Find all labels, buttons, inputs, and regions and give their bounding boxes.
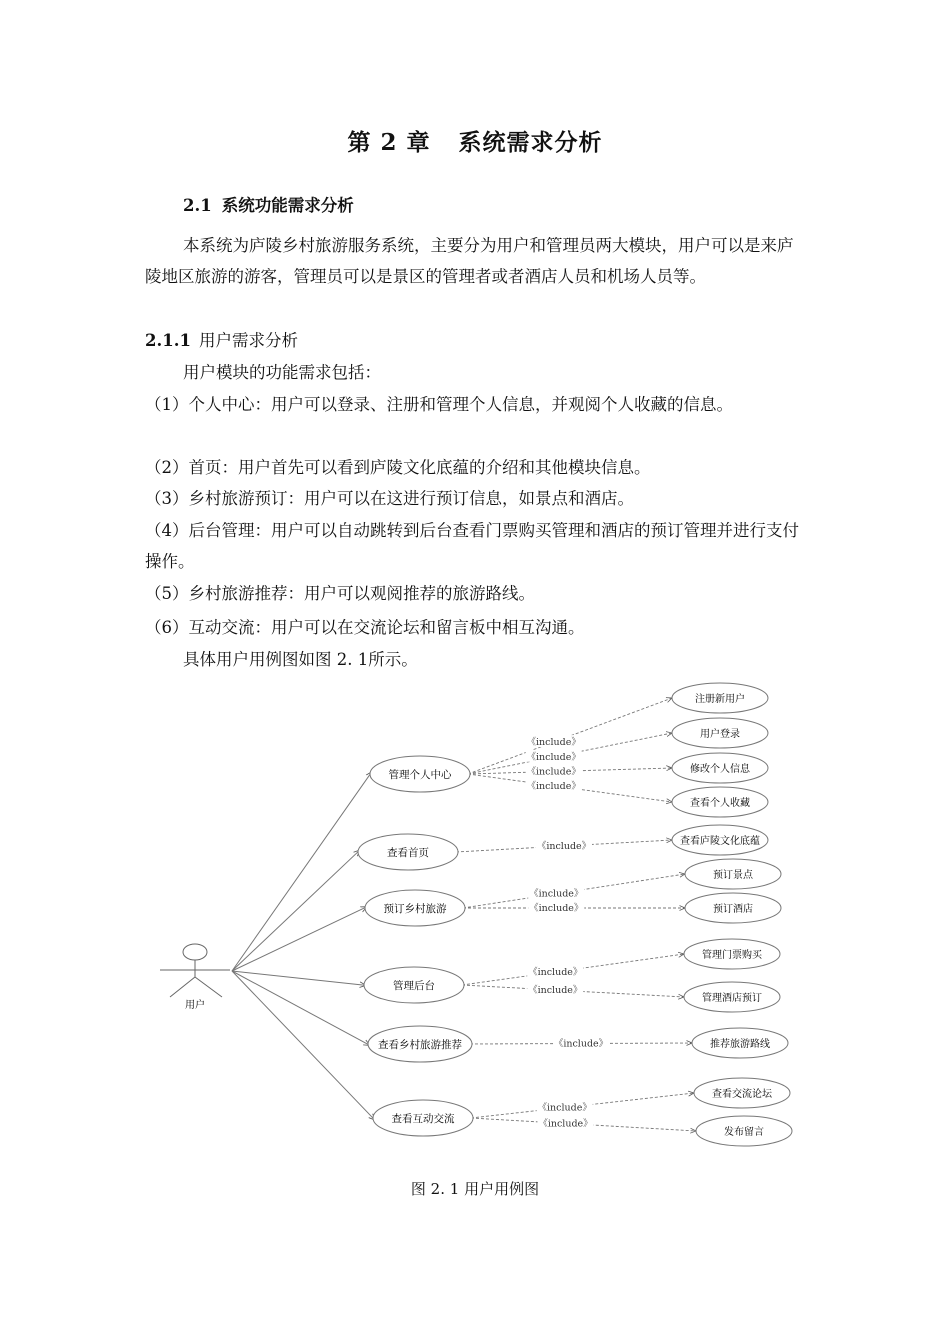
include-stereotype: 《include》 (553, 1038, 609, 1050)
section-title: 系统功能需求分析 (221, 196, 354, 215)
association-line (232, 971, 375, 1120)
requirement-item: （4）后台管理：用户可以自动跳转到后台查看门票购买管理和酒店的预订管理并进行支付操作。 (145, 521, 799, 571)
use-case-1 (370, 756, 470, 792)
subsection-number: 2.1.1 (145, 331, 191, 350)
intro-paragraph: 本系统为庐陵乡村旅游服务系统，主要分为用户和管理员两大模块，用户可以是来庐陵地区旅游的游客，管理员可以是景区的管理者或者酒店人员和机场人员等。 (145, 236, 794, 286)
included-use-case (684, 982, 780, 1012)
chapter-number: 第 2 章 (347, 129, 431, 156)
use-case-2 (358, 834, 458, 870)
association-line (232, 971, 366, 985)
use-case-6 (373, 1100, 473, 1136)
use-case-label: 查看乡村旅游推荐 (378, 1039, 462, 1051)
included-use-case-label: 查看交流论坛 (712, 1089, 772, 1100)
included-use-case-label: 管理酒店预订 (702, 993, 762, 1004)
include-stereotype: 《include》 (526, 766, 581, 778)
include-stereotype: 《include》 (528, 966, 583, 978)
included-use-case-label: 预订景点 (713, 870, 753, 881)
included-use-case (672, 787, 768, 817)
included-use-case (694, 1078, 790, 1108)
subsection-title: 用户需求分析 (198, 331, 298, 350)
association-line (232, 850, 360, 971)
figure-caption: 图 2. 1 用户用例图 (410, 1180, 540, 1198)
use-case-5 (368, 1026, 472, 1062)
included-use-case (672, 683, 768, 713)
use-case-label: 预订乡村旅游 (383, 903, 447, 915)
requirement-item: （6）互动交流：用户可以在交流论坛和留言板中相互沟通。 (145, 618, 585, 637)
included-use-case-label: 发布留言 (724, 1127, 764, 1138)
included-use-case-label: 预订酒店 (713, 904, 753, 915)
use-case-diagram (150, 675, 810, 1155)
included-use-case-label: 管理门票购买 (702, 950, 762, 961)
include-stereotype: 《include》 (536, 841, 592, 852)
use-case-label: 管理后台 (393, 980, 435, 992)
include-stereotype: 《include》 (526, 751, 581, 763)
included-use-case-label: 查看庐陵文化底蕴 (680, 836, 760, 847)
included-use-case-label: 用户登录 (700, 729, 740, 740)
use-case-3 (365, 890, 465, 926)
chapter-title (0, 124, 950, 157)
include-stereotype: 《include》 (538, 1118, 593, 1130)
figure-reference: 具体用户用例图如图 2. 1所示。 (183, 650, 418, 669)
requirement-item: （3）乡村旅游预订：用户可以在这进行预订信息，如景点和酒店。 (145, 489, 634, 508)
included-use-case-label: 修改个人信息 (690, 764, 750, 775)
lead-paragraph: 用户模块的功能需求包括： (183, 363, 381, 382)
requirement-item: （5）乡村旅游推荐：用户可以观阅推荐的旅游路线。 (145, 584, 535, 603)
included-use-case (696, 1116, 792, 1146)
include-stereotype: 《include》 (526, 780, 581, 792)
requirement-item: （1）个人中心：用户可以登录、注册和管理个人信息，并观阅个人收藏的信息。 (145, 395, 733, 414)
association-line (232, 772, 372, 971)
include-stereotype: 《include》 (537, 1102, 592, 1114)
chapter-title-text: 系统需求分析 (458, 129, 603, 156)
section-heading (183, 192, 354, 216)
association-line (232, 907, 367, 971)
subsection-heading (145, 325, 298, 356)
actor-user (160, 944, 230, 1011)
association-line (232, 971, 370, 1045)
include-stereotype: 《include》 (529, 903, 584, 914)
included-use-case (692, 1028, 788, 1058)
included-use-case-label: 查看个人收藏 (690, 798, 750, 809)
use-case-label: 查看首页 (387, 847, 429, 859)
included-use-case (685, 893, 781, 923)
included-use-case-label: 推荐旅游路线 (710, 1039, 770, 1050)
included-use-case (684, 939, 780, 969)
actor-label: 用户 (185, 1000, 205, 1011)
include-stereotype: 《include》 (526, 737, 581, 749)
include-stereotype: 《include》 (528, 985, 583, 997)
requirement-item: （2）首页：用户首先可以看到庐陵文化底蕴的介绍和其他模块信息。 (145, 458, 651, 477)
included-use-case (672, 718, 768, 748)
section-number: 2.1 (183, 196, 212, 215)
included-use-case (672, 753, 768, 783)
use-case-4 (364, 967, 464, 1003)
include-stereotype: 《include》 (529, 888, 584, 900)
use-case-label: 查看互动交流 (391, 1113, 455, 1125)
included-use-case-label: 注册新用户 (695, 694, 745, 705)
included-use-case (672, 825, 768, 855)
included-use-case (685, 859, 781, 889)
use-case-label: 管理个人中心 (388, 769, 452, 781)
